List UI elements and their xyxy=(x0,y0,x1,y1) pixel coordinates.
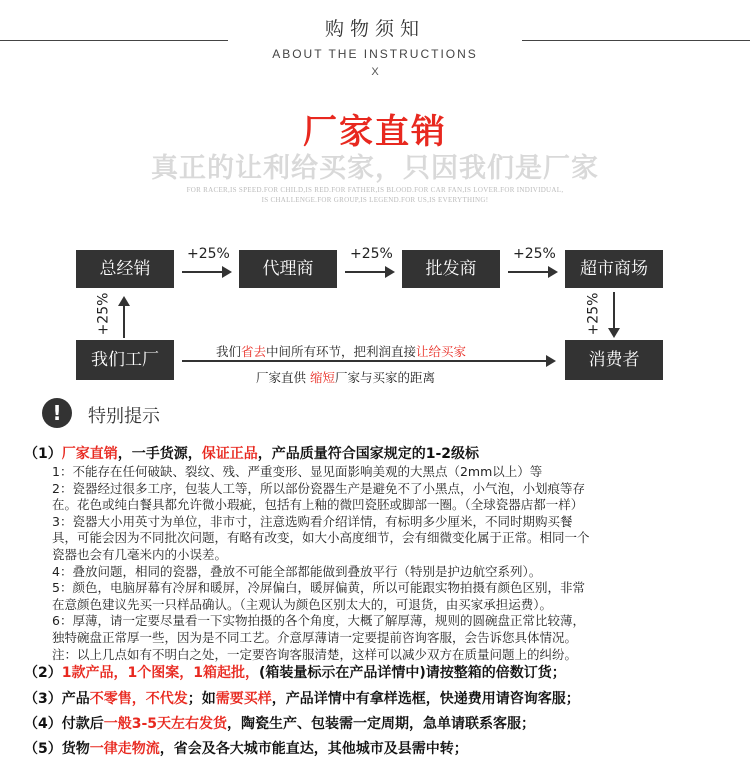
flow-node-label: 代理商 xyxy=(262,259,314,279)
section-2-heading xyxy=(24,662,744,682)
flow-node-agent xyxy=(239,250,337,288)
text-span: 产品 xyxy=(61,691,90,707)
section-number: （3） xyxy=(24,691,62,707)
arrow-down-head xyxy=(608,328,620,338)
detail-line: 注：以上几点如有不明白之处，一定要咨询客服清楚，这样可以减少双方在质量问题上的纠纷。 xyxy=(52,646,578,662)
flow-node-consumer xyxy=(565,340,663,380)
headline: 厂家直销 xyxy=(303,112,447,152)
arrow-right xyxy=(508,271,556,273)
section-3-heading xyxy=(24,688,744,708)
text-span: ；如 xyxy=(187,691,216,707)
detail-line: 6：厚薄，请一定要尽量看一下实物拍摄的各个角度，大概了解厚薄，规则的圆碗盘正常比较薄， xyxy=(52,613,585,629)
factory-direct-text xyxy=(216,342,466,360)
section-5-heading xyxy=(24,738,744,758)
text-span-red: 一律走物流 xyxy=(89,741,160,757)
text-span: 我们 xyxy=(216,344,242,359)
text-span: 货物 xyxy=(61,741,90,757)
tagline-line-1: FOR RACER,IS SPEED.FOR CHILD,IS RED.FOR FATHER,IS BLOOD.FOR CAR FAN,IS LOVER.FOR INDIVIDUAL, xyxy=(186,186,564,194)
flow-node-distributor xyxy=(76,250,174,288)
arrow-down xyxy=(613,292,615,328)
detail-line: 独特碗盘正常厚一些，因为是不同工艺。介意厚薄请一定要提前咨询客服，会告诉您具体情况。 xyxy=(52,629,578,645)
text-span-red: 缩短 xyxy=(309,370,335,385)
text-span: (箱装量标示在产品详情中)请按整箱的倍数订货； xyxy=(258,665,566,681)
detail-line: 具，可能会因为不同批次问题，有略有改变，如大小高度细节，会有细微变化属于正常。相同一个 xyxy=(52,530,590,546)
subheadline: 真正的让利给买家，只因我们是厂家 xyxy=(151,153,599,184)
increment-label: +25% xyxy=(187,246,230,262)
tagline-line-2: IS CHALLENGE.FOR GROUP,IS LEGEND.FOR US,IS EVERYTHING! xyxy=(261,196,489,204)
text-span: 中间所有环节，把利润直接 xyxy=(266,344,417,359)
flow-node-label: 批发商 xyxy=(425,259,477,279)
detail-line: 1：不能存在任何破缺、裂纹、残、严重变形、显见面影响美观的大黑点（2mm以上）等 xyxy=(52,464,543,479)
section-1-details xyxy=(52,464,742,663)
factory-shorten-text xyxy=(256,368,435,386)
text-span-red: 让给买家 xyxy=(416,344,467,359)
text-span: ，省会及各大城市能直达，其他城市及县需中转； xyxy=(159,741,468,757)
text-span: ，陶瓷生产、包装需一定周期，急单请联系客服； xyxy=(227,716,536,732)
section-4-heading xyxy=(24,713,744,733)
arrow-long-right xyxy=(182,360,554,362)
detail-line: 2：瓷器经过很多工序，包装人工等，所以部份瓷器生产是避免不了小黑点，小气泡，小划痕等存 xyxy=(52,480,585,496)
title-x-mark: X xyxy=(371,66,379,78)
increment-label: +25% xyxy=(350,246,393,262)
text-span: 厂家直供 xyxy=(256,370,310,385)
text-span-red: 需要买样 xyxy=(215,691,272,707)
increment-label: +25% xyxy=(585,292,602,336)
text-span-red: 省去 xyxy=(241,344,267,359)
flow-node-wholesaler xyxy=(402,250,500,288)
text-span: 厂家与买家的距离 xyxy=(335,370,436,385)
text-span-red: 厂家直销 xyxy=(61,446,118,462)
text-span-red: 1款产品，1个图案，1箱起批， xyxy=(61,665,259,681)
text-span: ，一手货源， xyxy=(117,446,202,462)
text-span: 付款后 xyxy=(61,716,104,732)
detail-line: 在意颜色建议先买一只样品确认。（主观认为颜色区别太大的，可退货，由买家承担运费）。 xyxy=(52,596,553,612)
flow-node-label: 总经销 xyxy=(99,259,151,279)
exclamation-icon: ! xyxy=(42,398,72,428)
section-number: （4） xyxy=(24,716,62,732)
detail-line: 4：叠放问题，相同的瓷器，叠放不可能全部都能做到叠放平行（特别是护边航空系列）。 xyxy=(52,563,542,579)
section-1-heading xyxy=(24,443,744,463)
arrow-up-head xyxy=(118,296,130,306)
flow-node-label: 超市商场 xyxy=(580,259,648,279)
section-number: （5） xyxy=(24,741,62,757)
notice-title: 特别提示 xyxy=(88,406,160,427)
text-span: ，产品质量符合国家规定的1-2级标 xyxy=(257,446,480,462)
section-number: （2） xyxy=(24,665,62,681)
page-subtitle: ABOUT THE INSTRUCTIONS xyxy=(272,47,478,61)
detail-line: 瓷器也会有几毫米内的小误差。 xyxy=(52,546,228,562)
arrow-right xyxy=(345,271,393,273)
increment-label: +25% xyxy=(95,292,112,336)
text-span-red: 保证正品 xyxy=(201,446,258,462)
text-span-red: 不零售，不代发 xyxy=(89,691,188,707)
flow-node-supermarket xyxy=(565,250,663,288)
text-span-red: 一般3-5天左右发货 xyxy=(103,716,228,732)
detail-line: 3：瓷器大小用英寸为单位，非市寸，注意选购看介绍详情，有标明多少厘米，不同时期购买餐 xyxy=(52,513,573,529)
flow-node-factory xyxy=(76,340,174,380)
arrow-right xyxy=(182,271,230,273)
arrow-up xyxy=(123,302,125,338)
detail-line: 在。花色或纯白餐具都允许微小瑕疵，包括有上釉的微凹瓷胚或脚部一圈。（全球瓷器店都一样） xyxy=(52,497,584,513)
flow-node-label: 消费者 xyxy=(588,350,640,370)
page-title: 购物须知 xyxy=(324,18,425,40)
section-number: （1） xyxy=(24,446,62,462)
increment-label: +25% xyxy=(513,246,556,262)
text-span: ，产品详情中有拿样选框，快递费用请咨询客服； xyxy=(271,691,580,707)
flow-node-label: 我们工厂 xyxy=(91,350,159,370)
detail-line: 5：颜色，电脑屏幕有冷屏和暖屏，冷屏偏白，暖屏偏黄，所以可能跟实物拍摄有颜色区别，非常 xyxy=(52,580,585,596)
